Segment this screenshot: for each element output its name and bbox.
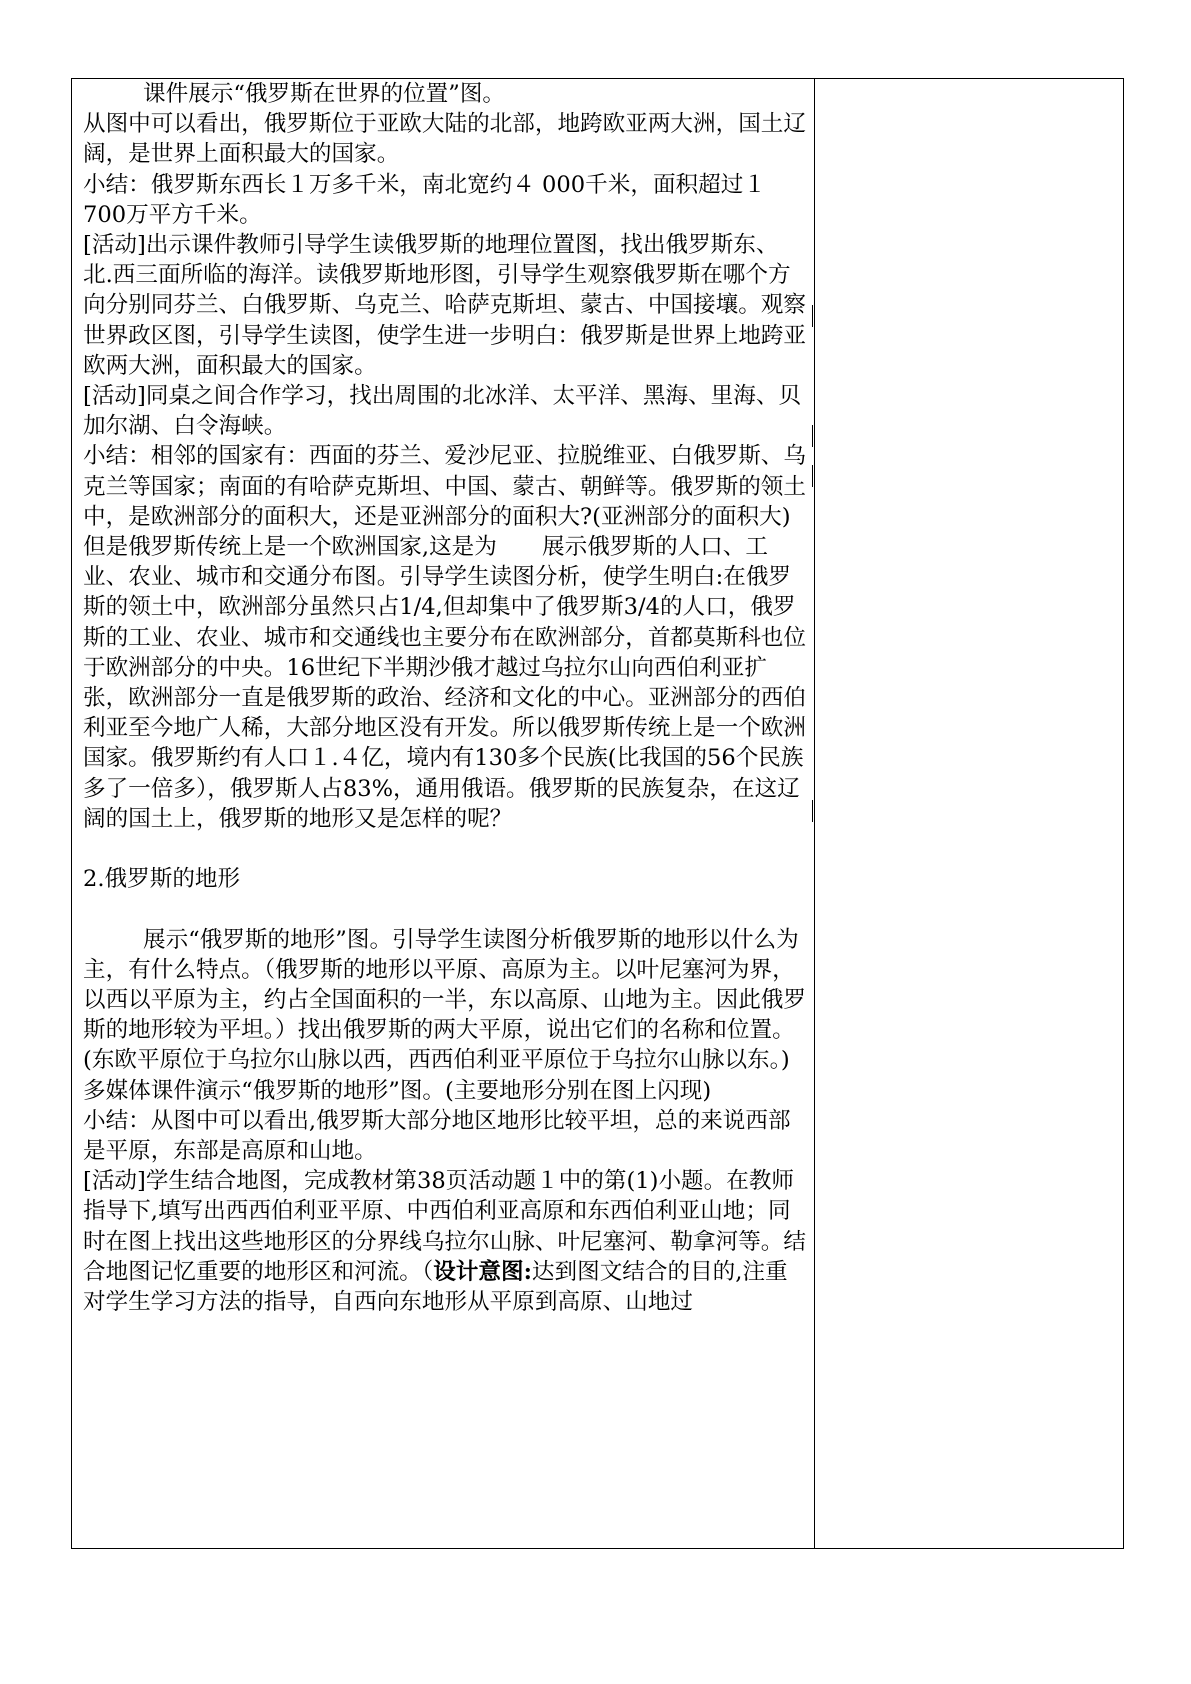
design-intent-text: 达到图文结合的目的,注重对学生学习方法的指导，自西向东地形从平原到高原、山地过 [83,1258,788,1316]
paragraph-activity-1: [活动]出示课件教师引导学生读俄罗斯的地理位置图，找出俄罗斯东、北.西三面所临的海洋。读俄罗斯地形图，引导学生观察俄罗斯在哪个方向分别同芬兰、白俄罗斯、乌克兰、哈萨克斯坦、蒙古、中国接壤。观察世界政区图，引导学生读图，使学生进一步明白：俄罗斯是世界上地跨亚欧两大洲，面积最大的国家。 [83,232,806,379]
margin-mark [812,465,813,487]
paragraph-location: 从图中可以看出，俄罗斯位于亚欧大陆的北部，地跨欧亚两大洲，国土辽阔，是世界上面积最大的国家。 [83,111,806,168]
content-cell [72,79,815,1549]
margin-mark [812,305,813,327]
paragraph-multimedia: 多媒体课件演示“俄罗斯的地形”图。(主要地形分别在图上闪现) [83,1077,712,1104]
paragraph-summary-neighbors: 小结：相邻的国家有：西面的芬兰、爱沙尼亚、拉脱维亚、白俄罗斯、乌克兰等国家；南面的有哈萨克斯坦、中国、蒙古、朝鲜等。俄罗斯的领土中，是欧洲部分的面积大，还是亚洲部分的面积大?(亚洲部分的面积大)但是俄罗斯传统上是一个欧洲国家,这是为 展示俄罗斯的人口、工业、农业、城市和交通分布图。引导学生读图分析，使学生明白:在俄罗斯的领土中，欧洲部分虽然只占1/4,但却集中了俄罗斯3/4的人口，俄罗斯的工业、农业、城市和交通线也主要分布在欧洲部分，首都莫斯科也位于欧洲部分的中央。16世纪下半期沙俄才越过乌拉尔山向西伯利亚扩张，欧洲部分一直是俄罗斯的政治、经济和文化的中心。亚洲部分的西伯利亚至今地广人稀，大部分地区没有开发。所以俄罗斯传统上是一个欧洲国家。俄罗斯约有人口１.４亿，境内有130多个民族(比我国的56个民族多了一倍多），俄罗斯人占83%，通用俄语。俄罗斯的民族复杂，在这辽阔的国土上，俄罗斯的地形又是怎样的呢？ [83,443,806,832]
spacer [83,894,808,924]
margin-mark [812,425,813,447]
paragraph-terrain-map: 展示“俄罗斯的地形”图。引导学生读图分析俄罗斯的地形以什么为主，有什么特点。（俄罗斯的地形以平原、高原为主。以叶尼塞河为界，以西以平原为主，约占全国面积的一半，东以高原、山地为主。因此俄罗斯的地形较为平坦。）找出俄罗斯的两大平原，说出它们的名称和位置。(东欧平原位于乌拉尔山脉以西，西西伯利亚平原位于乌拉尔山脉以东。) [83,926,806,1074]
lesson-plan-table [71,78,1124,1549]
paragraph-activity-2: [活动]同桌之间合作学习，找出周围的北冰洋、太平洋、黑海、里海、贝加尔湖、白令海峡。 [83,383,802,440]
paragraph-summary-size: 小结：俄罗斯东西长１万多千米，南北宽约４ 000千米，面积超过１ 700万平方千米。 [83,171,766,228]
margin-mark [812,800,813,822]
lesson-text [72,79,814,1317]
spacer [83,834,808,864]
paragraph-intro: 课件展示“俄罗斯在世界的位置”图。 [143,81,506,107]
section-heading-terrain: 2.俄罗斯的地形 [83,866,241,893]
paragraph-activity-3 [83,1166,808,1317]
activity-3-text: [活动]学生结合地图，完成教材第38页活动题１中的第(1)小题。在教师指导下,填写出西西伯利亚平原、中西伯利亚高原和东西伯利亚山地；同时在图上找出这些地形区的分界线乌拉尔山脉、叶尼塞河、勒拿河等。结合地图记忆重要的地形区和河流。（ [83,1168,806,1285]
notes-cell [815,79,1124,1549]
paragraph-summary-terrain: 小结：从图中可以看出,俄罗斯大部分地区地形比较平坦，总的来说西部是平原，东部是高原和山地。 [83,1107,791,1165]
design-intent-label: 设计意图: [433,1258,532,1285]
table-row [72,79,1124,1549]
